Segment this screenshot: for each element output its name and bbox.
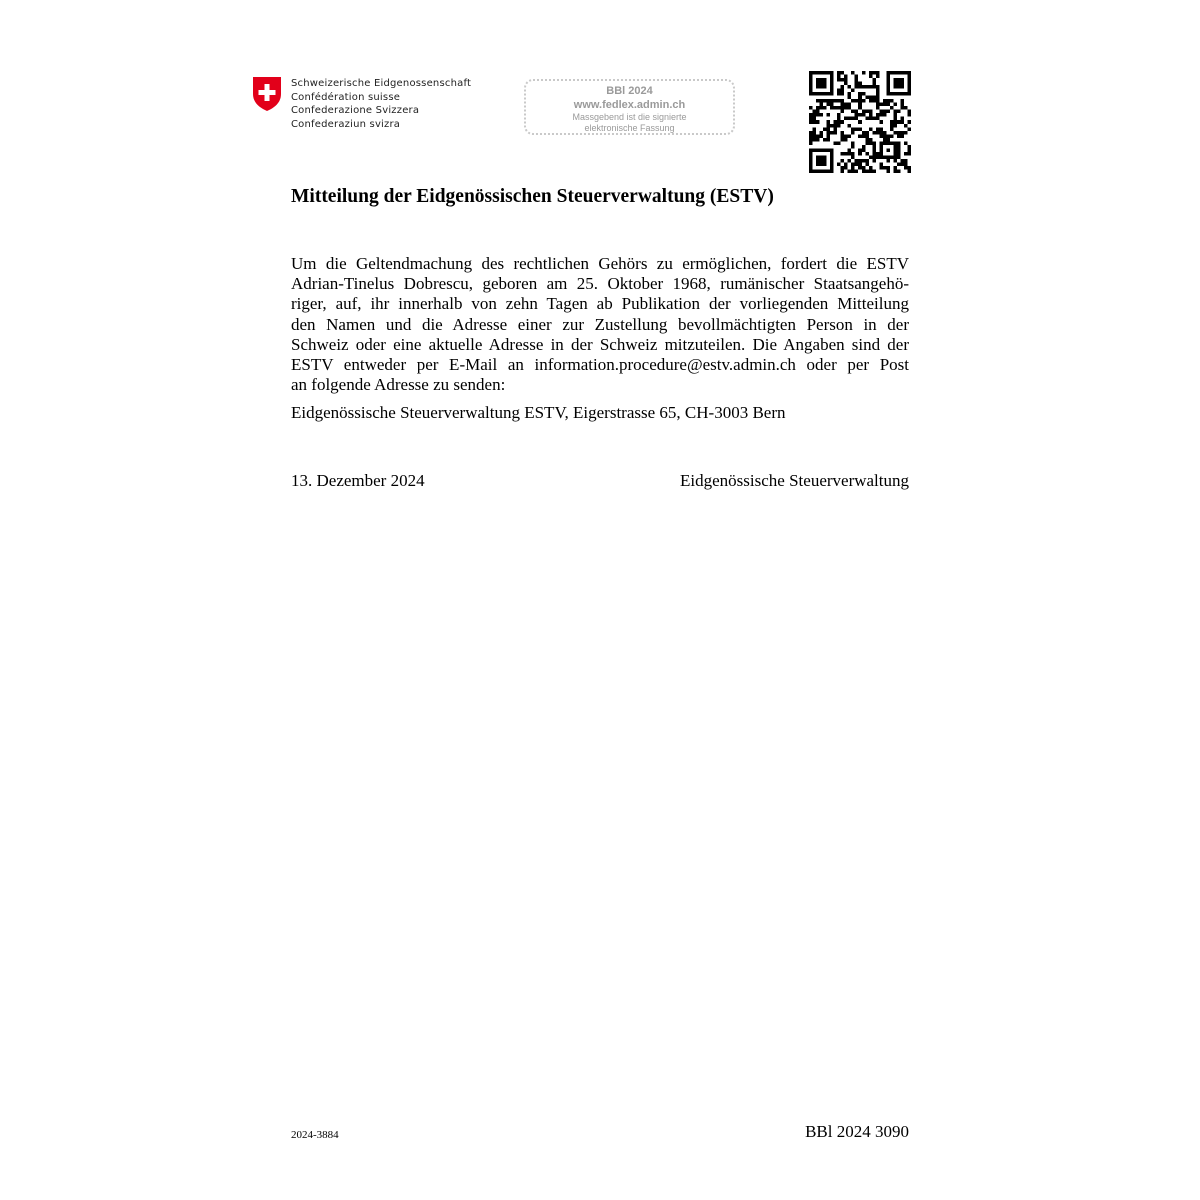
federation-name-rm: Confederaziun svizra <box>291 118 401 130</box>
footer-document-id: 2024-3884 <box>291 1129 339 1141</box>
postal-address: Eidgenössische Steuerverwaltung ESTV, Eigerstrasse 65, CH-3003 Bern <box>291 403 786 422</box>
stamp-note-1: Massgebend ist die signierte <box>572 112 687 122</box>
body-line: Um die Geltendmachung des rechtlichen Gehörs zu ermöglichen, fordert die ESTV <box>291 254 909 273</box>
federation-name-de: Schweizerische Eidgenossenschaft <box>291 78 472 89</box>
federation-name-fr: Confédération suisse <box>291 91 401 103</box>
federation-names <box>291 77 471 131</box>
body-line: Adrian-Tinelus Dobrescu, geboren am 25. Oktober 1968, rumänischer Staatsangehö- <box>291 274 909 294</box>
document-date: 13. Dezember 2024 <box>291 471 425 490</box>
stamp-note-2: elektronische Fassung <box>584 123 675 133</box>
body-line: an folgende Adresse zu senden: <box>291 375 506 395</box>
publication-stamp <box>524 79 735 135</box>
qr-code-icon[interactable] <box>809 71 911 173</box>
swiss-cross-icon <box>252 76 282 112</box>
body-line: riger, auf, ihr innerhalb von zehn Tagen ab Publikation der vorliegenden Mitteilung <box>291 294 909 314</box>
stamp-website: www.fedlex.admin.ch <box>573 99 686 111</box>
federation-name-it: Confederazione Svizzera <box>291 105 420 116</box>
body-line: Schweiz oder eine aktuelle Adresse in der Schweiz mitzuteilen. Die Angaben sind der <box>291 334 909 354</box>
body-line: den Namen und die Adresse einer zur Zustellung bevollmächtigten Person in der <box>291 314 909 334</box>
body-line: ESTV entweder per E-Mail an information.procedure@estv.admin.ch oder per Post <box>291 355 909 375</box>
stamp-gazette: BBl 2024 <box>606 85 653 97</box>
footer-reference: BBl 2024 3090 <box>805 1122 909 1141</box>
document-body <box>291 254 909 395</box>
document-title: Mitteilung der Eidgenössischen Steuerverwaltung (ESTV) <box>291 186 774 207</box>
document-signer: Eidgenössische Steuerverwaltung <box>680 471 909 490</box>
